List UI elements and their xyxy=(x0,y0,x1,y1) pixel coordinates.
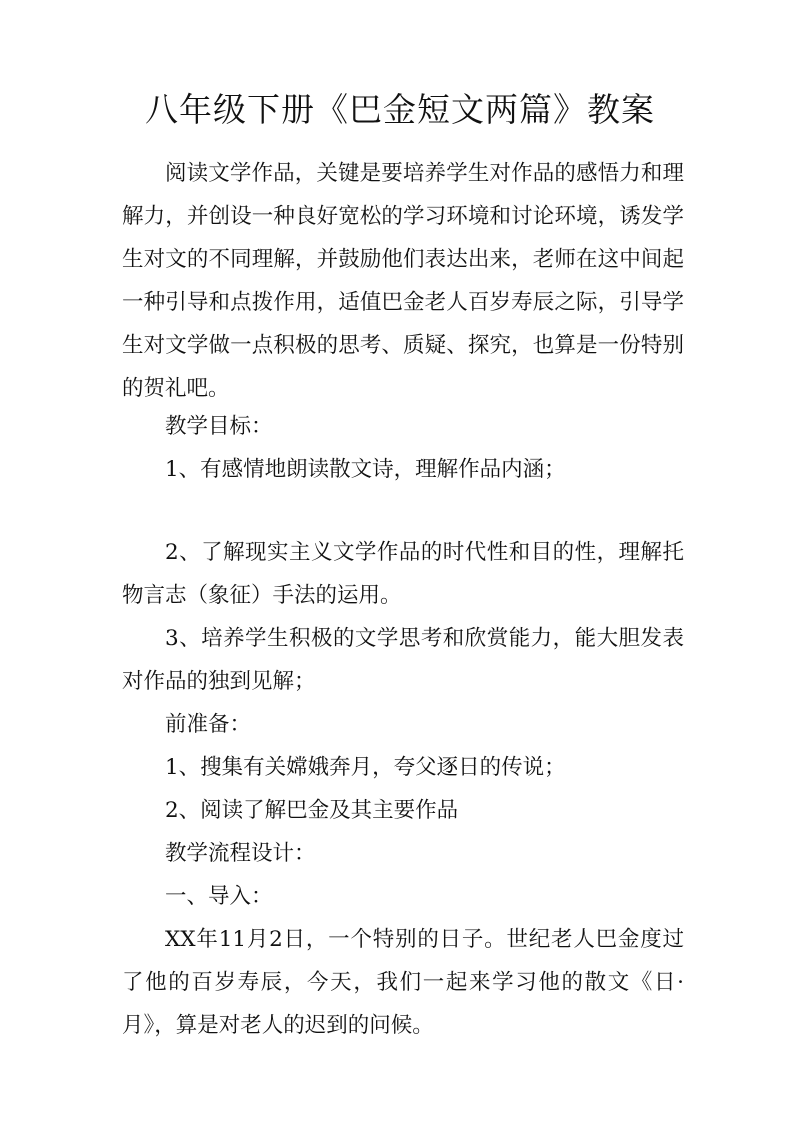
goal-item-1: 1、有感情地朗读散文诗，理解作品内涵； xyxy=(165,457,566,482)
teaching-flow-heading: 教学流程设计： xyxy=(165,841,316,866)
preparation-heading: 前准备： xyxy=(165,712,252,737)
goal-item-2: 2、了解现实主义文学作品的时代性和目的性，理解托物言志（象征）手法的运用。 xyxy=(122,540,684,608)
preparation-item-2: 2、阅读了解巴金及其主要作品 xyxy=(165,798,459,823)
preparation-item-1: 1、搜集有关嫦娥奔月，夸父逐日的传说； xyxy=(165,755,566,780)
goal-item-3: 3、培养学生积极的文学思考和欣赏能力，能大胆发表对作品的独到见解； xyxy=(122,626,684,694)
section-intro-heading: 一、导入： xyxy=(165,884,273,909)
teaching-goals-heading: 教学目标： xyxy=(165,414,273,439)
document-title: 八年级下册《巴金短文两篇》教案 xyxy=(145,90,655,129)
intro-paragraph: 阅读文学作品，关键是要培养学生对作品的感悟力和理解力，并创设一种良好宽松的学习环境和讨论环境，诱发学生对文的不同理解，并鼓励他们表达出来，老师在这中间起一种引导和点拨作用，适值巴金老人百岁寿辰之际，引导学生对文学做一点积极的思考、质疑、探究，也算是一份特别的贺礼吧。 xyxy=(122,161,684,401)
section-intro-paragraph: XX年11月2日，一个特别的日子。世纪老人巴金度过了他的百岁寿辰，今天，我们一起来学习他的散文《日·月》，算是对老人的迟到的问候。 xyxy=(122,927,684,1038)
